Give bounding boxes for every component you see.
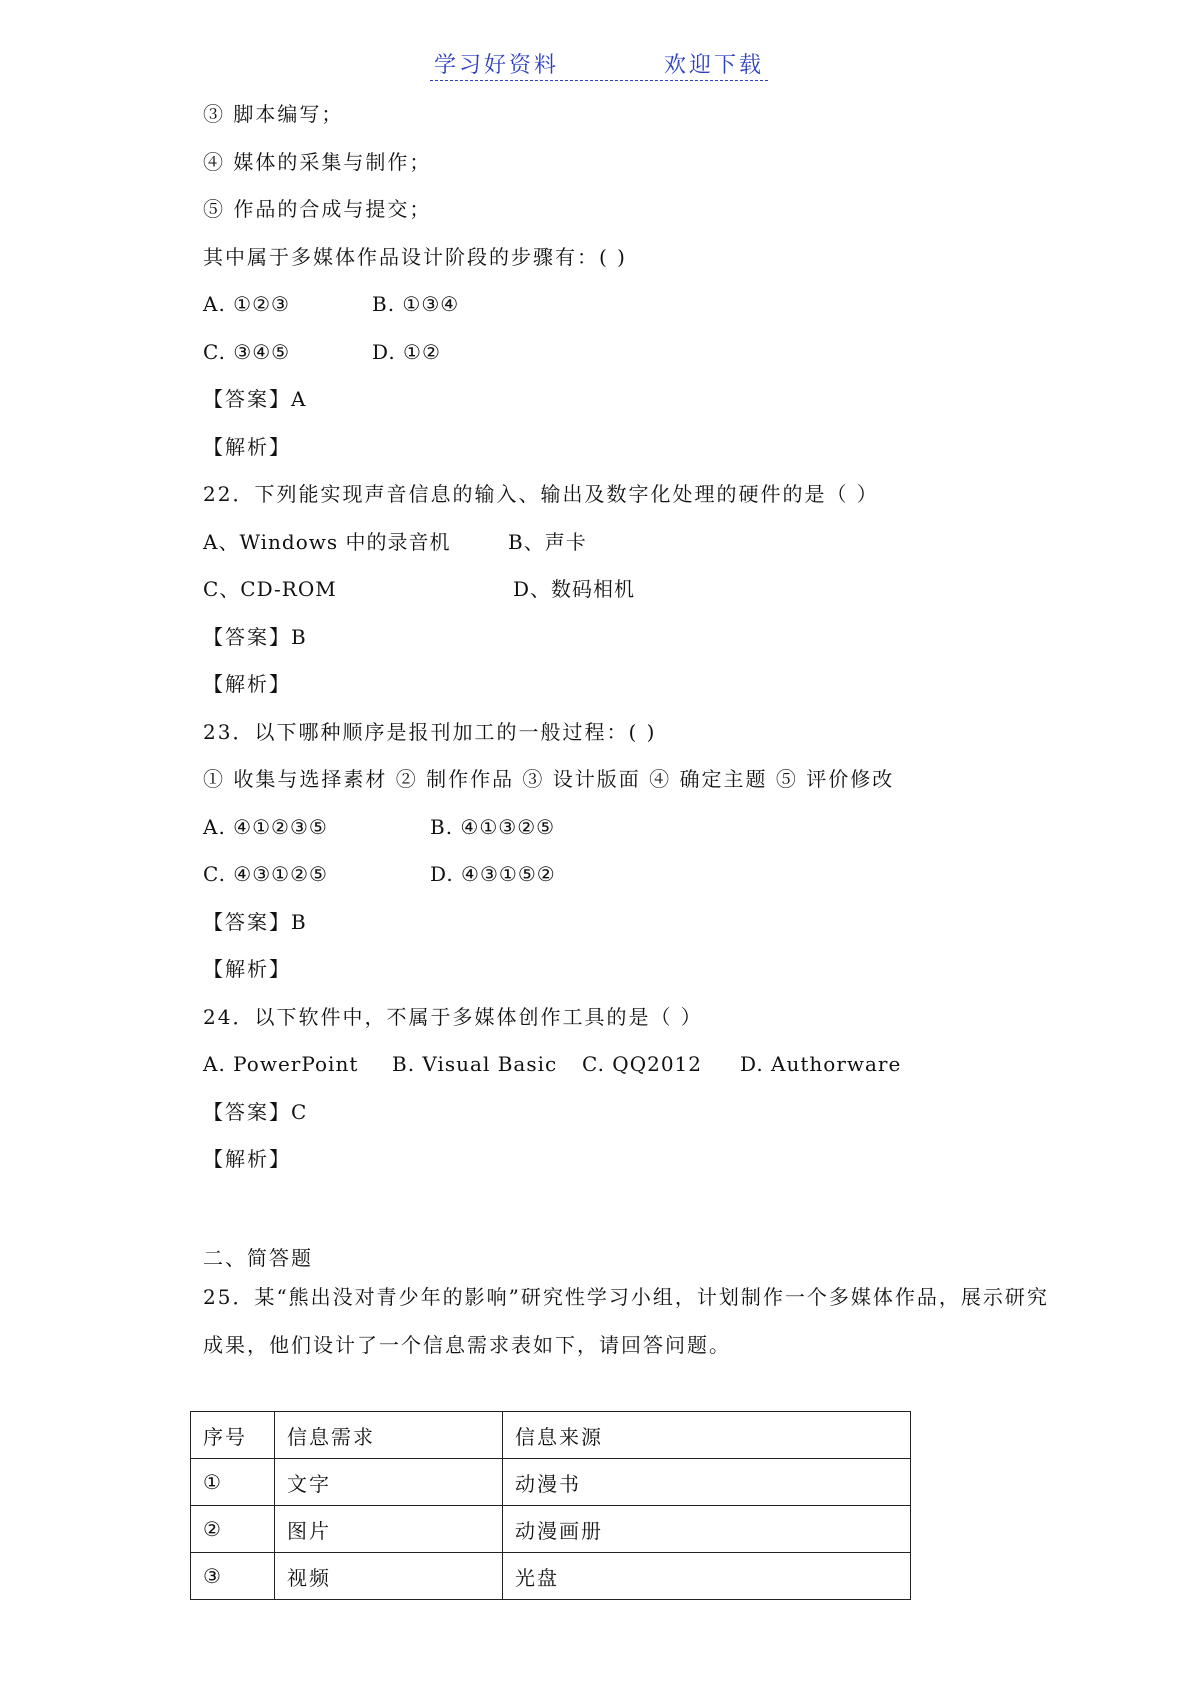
q22-stem: 22．下列能实现声音信息的输入、输出及数字化处理的硬件的是（ ） xyxy=(203,482,879,506)
table-cell: ③ xyxy=(191,1553,275,1600)
table-cell: 图片 xyxy=(275,1506,503,1553)
q25-stem-line-2: 成果，他们设计了一个信息需求表如下，请回答问题。 xyxy=(203,1333,731,1357)
q22-explanation: 【解析】 xyxy=(203,672,291,696)
step-3: ③ 脚本编写； xyxy=(203,102,344,126)
q24-option-c: C. QQ2012 xyxy=(582,1052,702,1076)
q22-option-b: B、声卡 xyxy=(508,530,587,554)
q21-answer: 【答案】A xyxy=(203,387,308,411)
step-5: ⑤ 作品的合成与提交； xyxy=(203,197,432,221)
q25-stem-line-1: 25．某“熊出没对青少年的影响”研究性学习小组，计划制作一个多媒体作品，展示研究 xyxy=(203,1285,1049,1309)
table-header-row xyxy=(191,1412,911,1459)
q23-option-d: D. ④③①⑤② xyxy=(430,862,556,886)
q23-option-b: B. ④①③②⑤ xyxy=(430,815,556,839)
header-left-text: 学习好资料 xyxy=(434,53,560,78)
q23-items: ① 收集与选择素材 ② 制作作品 ③ 设计版面 ④ 确定主题 ⑤ 评价修改 xyxy=(203,767,895,791)
q24-explanation: 【解析】 xyxy=(203,1147,291,1171)
q24-option-d: D. Authorware xyxy=(740,1052,902,1076)
table-header-cell: 信息需求 xyxy=(275,1412,503,1459)
q24-stem: 24．以下软件中，不属于多媒体创作工具的是（ ） xyxy=(203,1005,703,1029)
info-requirement-table xyxy=(190,1411,911,1600)
q23-answer: 【答案】B xyxy=(203,910,308,934)
q22-option-c: C、CD-ROM xyxy=(203,577,337,601)
q23-option-a: A. ④①②③⑤ xyxy=(203,815,328,839)
q21-option-a: A. ①②③ xyxy=(203,292,290,316)
q22-option-a: A、Windows 中的录音机 xyxy=(203,530,451,554)
q21-explanation: 【解析】 xyxy=(203,435,291,459)
q23-explanation: 【解析】 xyxy=(203,957,291,981)
page-header xyxy=(430,46,768,81)
step-4: ④ 媒体的采集与制作； xyxy=(203,150,432,174)
header-right-text: 欢迎下载 xyxy=(663,53,764,78)
q22-answer: 【答案】B xyxy=(203,625,308,649)
section-title: 二、简答题 xyxy=(203,1246,313,1270)
table-row xyxy=(191,1506,911,1553)
table-cell: ② xyxy=(191,1506,275,1553)
table-header-cell: 序号 xyxy=(191,1412,275,1459)
q24-option-b: B. Visual Basic xyxy=(392,1052,558,1076)
q21-option-d: D. ①② xyxy=(372,340,441,364)
q23-option-c: C. ④③①②⑤ xyxy=(203,862,328,886)
table-cell: 动漫书 xyxy=(503,1459,911,1506)
q21-option-b: B. ①③④ xyxy=(372,292,460,316)
q23-stem: 23．以下哪种顺序是报刊加工的一般过程：( ) xyxy=(203,720,657,744)
table-cell: 视频 xyxy=(275,1553,503,1600)
table-cell: 光盘 xyxy=(503,1553,911,1600)
q24-answer: 【答案】C xyxy=(203,1100,309,1124)
table-cell: 文字 xyxy=(275,1459,503,1506)
q24-option-a: A. PowerPoint xyxy=(203,1052,359,1076)
table-cell: 动漫画册 xyxy=(503,1506,911,1553)
table-header-cell: 信息来源 xyxy=(503,1412,911,1459)
q22-option-d: D、数码相机 xyxy=(513,577,636,601)
table-row xyxy=(191,1553,911,1600)
q21-stem: 其中属于多媒体作品设计阶段的步骤有：( ) xyxy=(203,245,627,269)
q21-option-c: C. ③④⑤ xyxy=(203,340,291,364)
table-row xyxy=(191,1459,911,1506)
table-cell: ① xyxy=(191,1459,275,1506)
